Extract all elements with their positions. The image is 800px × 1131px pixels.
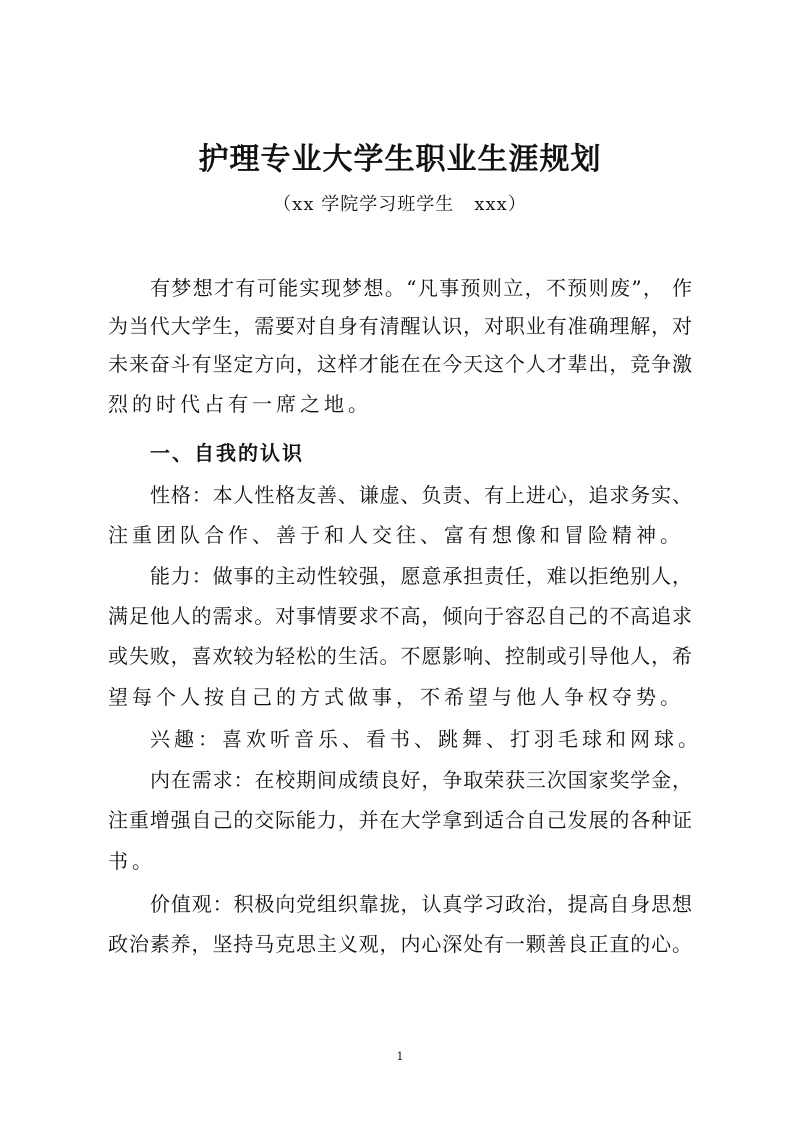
text-line: 为当代大学生，需要对自身有清醒认识，对职业有准确理解，对 [108,314,692,338]
text-line: 满足他人的需求。对事情要求不高，倾向于容忍自己的不高追求 [108,604,692,628]
text-line: 书。 [108,849,156,873]
text-line: 性格：本人性格友善、谦虚、负责、有上进心，追求务实、 [150,483,692,507]
text-line: 能力：做事的主动性较强，愿意承担责任，难以拒绝别人， [150,564,692,588]
page-number: 1 [396,1050,404,1063]
text-line: 有梦想才有可能实现梦想。“凡事预则立，不预则废”， 作 [150,276,692,300]
document-subtitle: （xx 学院学习班学生 xxx） [273,194,527,215]
text-line: 未来奋斗有坚定方向，这样才能在在今天这个人才辈出，竞争激 [108,352,692,376]
text-line: 价值观：积极向党组织靠拢，认真学习政治，提高自身思想 [150,892,692,916]
text-line: 注重增强自己的交际能力，并在大学拿到适合自己发展的各种证 [108,808,692,832]
text-line: 注重团队合作、善于和人交往、富有想像和冒险精神。 [108,523,684,547]
text-line: 内在需求：在校期间成绩良好，争取荣获三次国家奖学金， [150,768,692,792]
document-title: 护理专业大学生职业生涯规划 [198,142,602,177]
text-line: 政治素养，坚持马克思主义观，内心深处有一颗善良正直的心。 [108,932,692,956]
section-heading: 一、自我的认识 [150,441,304,465]
text-line: 或失败，喜欢较为轻松的生活。不愿影响、控制或引导他人，希 [108,644,692,668]
text-line: 烈的时代占有一席之地。 [108,392,372,416]
interest-paragraph: 兴趣：喜欢听音乐、看书、跳舞、打羽毛球和网球。 [150,727,702,751]
text-line: 望每个人按自己的方式做事，不希望与他人争权夺势。 [108,685,684,709]
